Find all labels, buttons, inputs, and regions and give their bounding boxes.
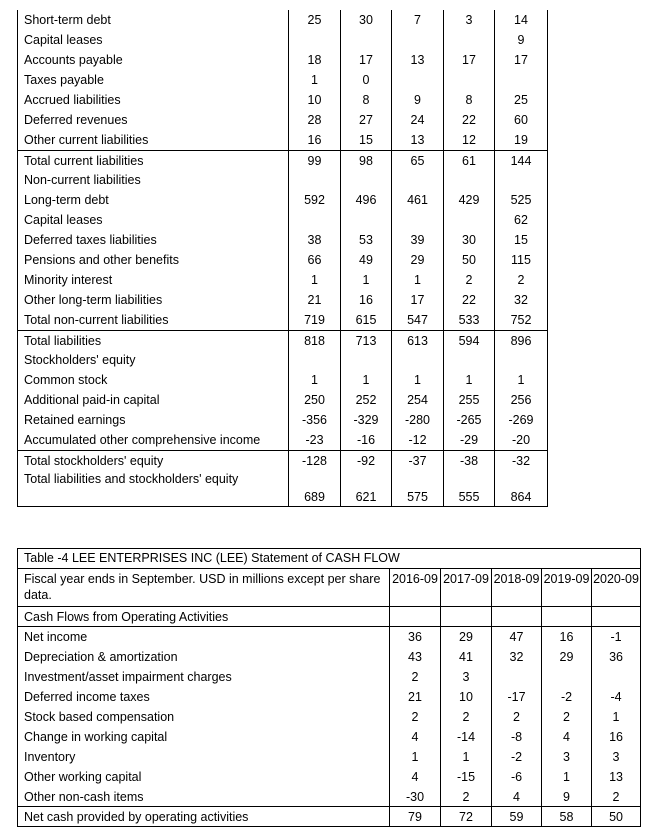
table-row xyxy=(18,110,548,130)
cell-value: 461 xyxy=(392,190,444,210)
table-row xyxy=(18,787,641,807)
table-row xyxy=(18,450,548,470)
row-label: Accrued liabilities xyxy=(18,90,289,110)
section-heading: Cash Flows from Operating Activities xyxy=(18,607,390,627)
year-header: 2016-09 xyxy=(390,569,441,607)
row-label: Other long-term liabilities xyxy=(18,290,289,310)
cell-value: 36 xyxy=(390,627,441,647)
cell-value: 29 xyxy=(392,250,444,270)
cell-value: -329 xyxy=(341,410,392,430)
table-row xyxy=(18,270,548,290)
row-label: Other current liabilities xyxy=(18,130,289,150)
cell-value: 115 xyxy=(495,250,548,270)
cell-value: 254 xyxy=(392,390,444,410)
table-row xyxy=(18,190,548,210)
cell-value: 30 xyxy=(341,10,392,30)
cell-value: 10 xyxy=(289,90,341,110)
cell-value: -16 xyxy=(341,430,392,450)
cell-value xyxy=(592,667,641,687)
table-row xyxy=(18,50,548,70)
row-label: Taxes payable xyxy=(18,70,289,90)
cell-value: 7 xyxy=(392,10,444,30)
table-row xyxy=(18,250,548,270)
cell-value: 58 xyxy=(542,807,592,827)
cell-value: -128 xyxy=(289,450,341,470)
cell-value xyxy=(289,30,341,50)
table-row xyxy=(18,150,548,170)
cell-value: 1 xyxy=(289,370,341,390)
cell-value xyxy=(495,70,548,90)
cash-flow-title-row xyxy=(18,549,641,569)
cell-value: 555 xyxy=(444,470,495,506)
table-row xyxy=(18,70,548,90)
table-row xyxy=(18,30,548,50)
table-row xyxy=(18,170,548,190)
table-row xyxy=(18,390,548,410)
year-header: 2020-09 xyxy=(592,569,641,607)
cell-value: 12 xyxy=(444,130,495,150)
cell-value: -23 xyxy=(289,430,341,450)
row-label: Other working capital xyxy=(24,769,142,784)
cell-value: -14 xyxy=(441,727,492,747)
row-label: Deferred revenues xyxy=(18,110,289,130)
table-row xyxy=(18,90,548,110)
cell-value: -38 xyxy=(444,450,495,470)
cell-value: 59 xyxy=(492,807,542,827)
cell-value: 49 xyxy=(341,250,392,270)
cell-value: 16 xyxy=(542,627,592,647)
cell-value: 1 xyxy=(289,270,341,290)
row-label: Capital leases xyxy=(18,210,289,230)
cell-value: 9 xyxy=(542,787,592,807)
year-header: 2017-09 xyxy=(441,569,492,607)
cell-value: 1 xyxy=(341,270,392,290)
cell-value: 533 xyxy=(444,310,495,330)
cell-value: 613 xyxy=(392,330,444,350)
cash-flow-header-row xyxy=(18,569,641,607)
cell-value: -32 xyxy=(495,450,548,470)
table-row xyxy=(18,310,548,330)
cell-value: 594 xyxy=(444,330,495,350)
cell-value: 2 xyxy=(441,787,492,807)
cell-value: 592 xyxy=(289,190,341,210)
cell-value: 3 xyxy=(441,667,492,687)
cell-value xyxy=(444,170,495,190)
row-label: Change in working capital xyxy=(24,729,168,744)
cell-value: 47 xyxy=(492,627,542,647)
table-row xyxy=(18,647,641,667)
cell-value xyxy=(492,667,542,687)
cell-value: 621 xyxy=(341,470,392,506)
table-row xyxy=(18,230,548,250)
table-row xyxy=(18,430,548,450)
cell-value xyxy=(542,667,592,687)
cell-value: 2 xyxy=(495,270,548,290)
cell-value: 2 xyxy=(441,707,492,727)
cell-value: 36 xyxy=(592,647,641,667)
cell-value: 713 xyxy=(341,330,392,350)
cell-value: 32 xyxy=(492,647,542,667)
table-row xyxy=(18,130,548,150)
cell-value: 17 xyxy=(392,290,444,310)
cell-value: -15 xyxy=(441,767,492,787)
table-row xyxy=(18,627,641,647)
cell-value: 22 xyxy=(444,290,495,310)
cell-value: 496 xyxy=(341,190,392,210)
cell-value: 43 xyxy=(390,647,441,667)
cell-value: 29 xyxy=(542,647,592,667)
table-row xyxy=(18,330,548,350)
table-row xyxy=(18,290,548,310)
row-label: Total current liabilities xyxy=(18,150,289,170)
cell-value xyxy=(289,350,341,370)
row-label: Net cash provided by operating activities xyxy=(18,807,390,827)
table-row xyxy=(18,470,548,506)
cell-value xyxy=(392,170,444,190)
cell-value xyxy=(495,350,548,370)
cell-value: 17 xyxy=(444,50,495,70)
cell-value: 13 xyxy=(592,767,641,787)
balance-sheet-table xyxy=(17,10,548,507)
cell-value: 13 xyxy=(392,50,444,70)
row-label: Total liabilities and stockholders' equity xyxy=(18,470,289,506)
row-label: Other non-cash items xyxy=(24,789,144,804)
row-label: Total non-current liabilities xyxy=(18,310,289,330)
cell-value: 21 xyxy=(289,290,341,310)
cell-value xyxy=(392,70,444,90)
table-row xyxy=(18,667,641,687)
row-label: Accounts payable xyxy=(18,50,289,70)
cell-value: 16 xyxy=(592,727,641,747)
cash-flow-title: Table -4 LEE ENTERPRISES INC (LEE) Statement of CASH FLOW xyxy=(18,549,641,569)
cell-value: -4 xyxy=(592,687,641,707)
row-label: Common stock xyxy=(18,370,289,390)
table-row xyxy=(18,687,641,707)
cell-value: -1 xyxy=(592,627,641,647)
cell-value: 2 xyxy=(444,270,495,290)
cell-value: 15 xyxy=(495,230,548,250)
cell-value: -2 xyxy=(542,687,592,707)
cell-value xyxy=(392,210,444,230)
table-row xyxy=(18,370,548,390)
cell-value: -280 xyxy=(392,410,444,430)
cell-value: 10 xyxy=(441,687,492,707)
cell-value: 98 xyxy=(341,150,392,170)
cell-value: 53 xyxy=(341,230,392,250)
row-label: Additional paid-in capital xyxy=(18,390,289,410)
cell-value: 1 xyxy=(441,747,492,767)
row-label: Net income xyxy=(24,630,88,644)
cell-value: -6 xyxy=(492,767,542,787)
cell-value: 4 xyxy=(542,727,592,747)
cell-value: 16 xyxy=(289,130,341,150)
cell-value xyxy=(444,350,495,370)
cell-value: 41 xyxy=(441,647,492,667)
cell-value: 14 xyxy=(495,10,548,30)
cell-value xyxy=(392,350,444,370)
cell-value: 62 xyxy=(495,210,548,230)
cell-value: 9 xyxy=(495,30,548,50)
cell-value: -2 xyxy=(492,747,542,767)
cell-value xyxy=(444,30,495,50)
cell-value: -29 xyxy=(444,430,495,450)
cell-value xyxy=(341,30,392,50)
cell-value: 256 xyxy=(495,390,548,410)
cell-value: -8 xyxy=(492,727,542,747)
cell-value: 18 xyxy=(289,50,341,70)
cell-value: 252 xyxy=(341,390,392,410)
cell-value xyxy=(495,170,548,190)
cell-value: 255 xyxy=(444,390,495,410)
cell-value: -20 xyxy=(495,430,548,450)
cell-value: 27 xyxy=(341,110,392,130)
cell-value: 28 xyxy=(289,110,341,130)
table-row xyxy=(18,747,641,767)
row-label: Inventory xyxy=(24,749,76,764)
table-row xyxy=(18,410,548,430)
row-label: Deferred taxes liabilities xyxy=(18,230,289,250)
cell-value: 615 xyxy=(341,310,392,330)
year-header: 2019-09 xyxy=(542,569,592,607)
cell-value: 65 xyxy=(392,150,444,170)
cell-value: 17 xyxy=(341,50,392,70)
cell-value: 2 xyxy=(542,707,592,727)
row-label: Total liabilities xyxy=(18,330,289,350)
cell-value xyxy=(444,210,495,230)
row-label: Accumulated other comprehensive income xyxy=(18,430,289,450)
cell-value: 1 xyxy=(392,370,444,390)
cell-value xyxy=(341,210,392,230)
cell-value: 575 xyxy=(392,470,444,506)
cell-value: 1 xyxy=(341,370,392,390)
cell-value: -269 xyxy=(495,410,548,430)
table-row xyxy=(18,767,641,787)
row-label: Stockholders' equity xyxy=(18,350,289,370)
cell-value: 3 xyxy=(592,747,641,767)
cell-value: 1 xyxy=(390,747,441,767)
table-row xyxy=(18,10,548,30)
row-label: Short-term debt xyxy=(18,10,289,30)
cell-value: 38 xyxy=(289,230,341,250)
cell-value: 39 xyxy=(392,230,444,250)
cell-value: 4 xyxy=(390,767,441,787)
cell-value xyxy=(392,30,444,50)
cell-value: 250 xyxy=(289,390,341,410)
row-label: Capital leases xyxy=(18,30,289,50)
cell-value: 4 xyxy=(390,727,441,747)
cell-value: 864 xyxy=(495,470,548,506)
cell-value: 17 xyxy=(495,50,548,70)
cell-value: 30 xyxy=(444,230,495,250)
row-label: Retained earnings xyxy=(18,410,289,430)
cell-value: 16 xyxy=(341,290,392,310)
row-label: Pensions and other benefits xyxy=(18,250,289,270)
row-label: Stock based compensation xyxy=(24,709,175,724)
row-label: Long-term debt xyxy=(18,190,289,210)
cell-value: 19 xyxy=(495,130,548,150)
row-label: Deferred income taxes xyxy=(24,689,150,704)
row-label: Depreciation & amortization xyxy=(24,649,178,664)
cell-value: 25 xyxy=(289,10,341,30)
cell-value: 1 xyxy=(592,707,641,727)
cell-value: 79 xyxy=(390,807,441,827)
cell-value: 1 xyxy=(392,270,444,290)
row-label: Investment/asset impairment charges xyxy=(24,669,232,684)
cell-value: 9 xyxy=(392,90,444,110)
cell-value: 2 xyxy=(592,787,641,807)
row-label: Non-current liabilities xyxy=(18,170,289,190)
cell-value: -30 xyxy=(390,787,441,807)
cell-value: -37 xyxy=(392,450,444,470)
cell-value: 50 xyxy=(444,250,495,270)
row-label: Minority interest xyxy=(18,270,289,290)
cell-value: 50 xyxy=(592,807,641,827)
cell-value: 66 xyxy=(289,250,341,270)
cell-value: 8 xyxy=(444,90,495,110)
cell-value xyxy=(289,210,341,230)
cell-value: 1 xyxy=(542,767,592,787)
cell-value: 22 xyxy=(444,110,495,130)
cell-value: 2 xyxy=(492,707,542,727)
cell-value: 25 xyxy=(495,90,548,110)
fiscal-year-note: Fiscal year ends in September. USD in millions except per share data. xyxy=(18,569,390,607)
cell-value: 2 xyxy=(390,707,441,727)
cell-value xyxy=(341,350,392,370)
year-header: 2018-09 xyxy=(492,569,542,607)
table-row xyxy=(18,350,548,370)
cell-value: 15 xyxy=(341,130,392,150)
table-row xyxy=(18,807,641,827)
cell-value: 1 xyxy=(495,370,548,390)
cell-value xyxy=(341,170,392,190)
cash-flow-section-row xyxy=(18,607,641,627)
cell-value: 818 xyxy=(289,330,341,350)
cell-value: -92 xyxy=(341,450,392,470)
cell-value: 896 xyxy=(495,330,548,350)
cell-value: 24 xyxy=(392,110,444,130)
cell-value: 29 xyxy=(441,627,492,647)
cell-value: 525 xyxy=(495,190,548,210)
cell-value: 1 xyxy=(289,70,341,90)
cell-value: 13 xyxy=(392,130,444,150)
cell-value: 1 xyxy=(444,370,495,390)
cell-value: -265 xyxy=(444,410,495,430)
cell-value: 547 xyxy=(392,310,444,330)
cell-value: 60 xyxy=(495,110,548,130)
cell-value: 3 xyxy=(542,747,592,767)
cell-value: 61 xyxy=(444,150,495,170)
cell-value: 0 xyxy=(341,70,392,90)
cash-flow-table xyxy=(17,548,641,827)
cell-value: 689 xyxy=(289,470,341,506)
row-label: Total stockholders' equity xyxy=(18,450,289,470)
cell-value: -17 xyxy=(492,687,542,707)
table-row xyxy=(18,707,641,727)
cell-value: 3 xyxy=(444,10,495,30)
cell-value xyxy=(444,70,495,90)
table-row xyxy=(18,727,641,747)
cell-value: 2 xyxy=(390,667,441,687)
cell-value: 21 xyxy=(390,687,441,707)
cell-value: 72 xyxy=(441,807,492,827)
cell-value: 144 xyxy=(495,150,548,170)
cell-value: 4 xyxy=(492,787,542,807)
table-row xyxy=(18,210,548,230)
cell-value: 752 xyxy=(495,310,548,330)
cell-value: 32 xyxy=(495,290,548,310)
cell-value: -12 xyxy=(392,430,444,450)
cell-value: -356 xyxy=(289,410,341,430)
cell-value: 8 xyxy=(341,90,392,110)
cell-value: 99 xyxy=(289,150,341,170)
cell-value: 719 xyxy=(289,310,341,330)
cell-value xyxy=(289,170,341,190)
cell-value: 429 xyxy=(444,190,495,210)
